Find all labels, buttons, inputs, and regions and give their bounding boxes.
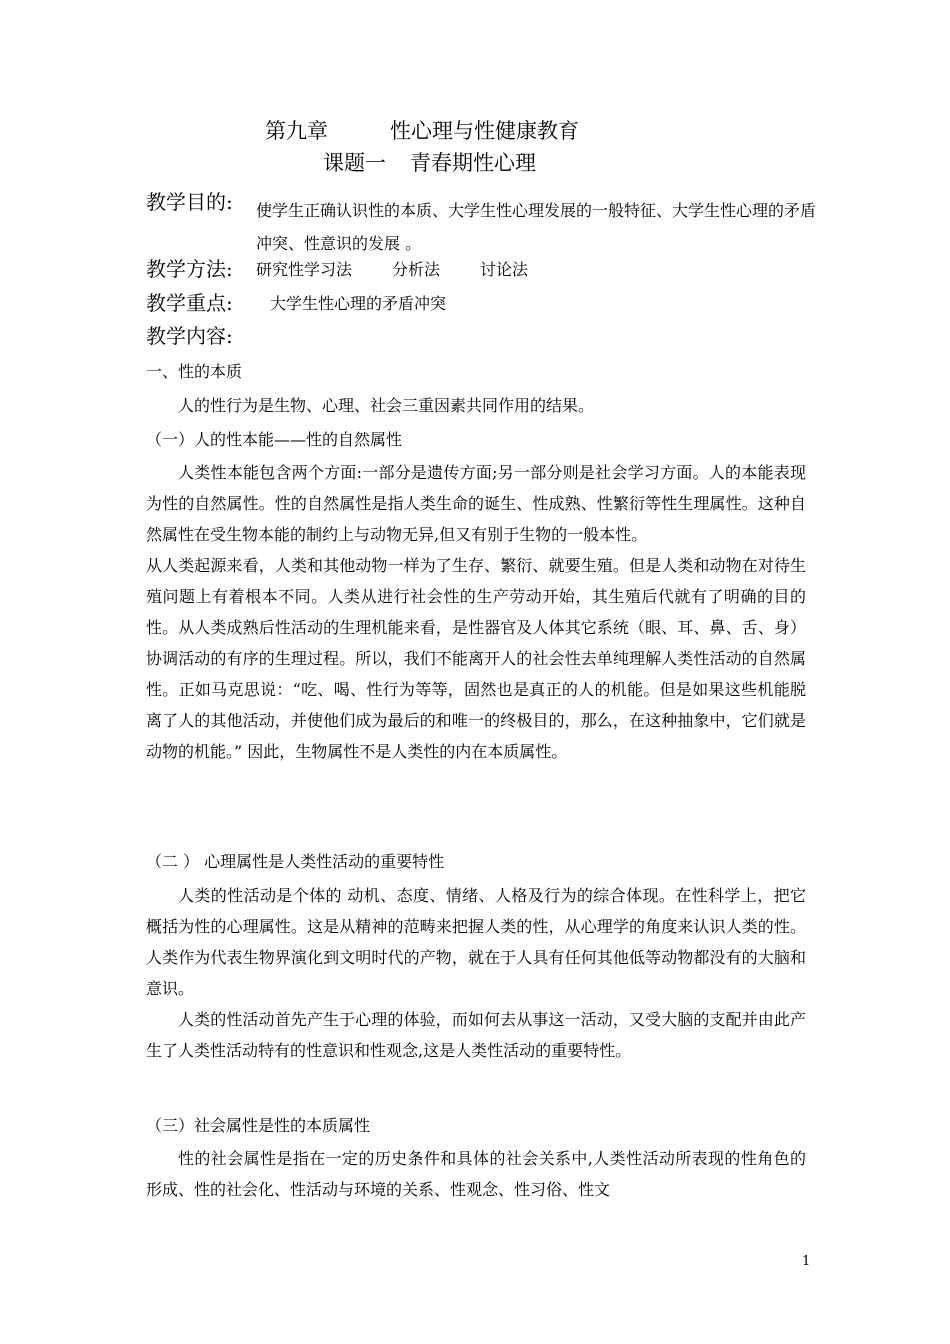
chapter-number: 第九章 (265, 119, 328, 143)
key-label: 教学重点: (146, 291, 233, 315)
paragraph: 人类的性活动是个体的 动机、态度、情绪、人格及行为的综合体现。在性科学上，把它概括为性的心理属性。这是从精神的范畴来把握人类的性，从心理学的角度来认识人类的性。人类作为代表生物界演化到文明时代的产物，就在于人具有任何其他低等动物都没有的大脑和意识。 (146, 886, 806, 998)
section-heading: 一、性的本质 (146, 362, 243, 381)
chapter-title: 性心理与性健康教育 (390, 119, 579, 143)
method-row (146, 257, 529, 281)
method-item: 讨论法 (480, 260, 529, 279)
topic-heading (323, 153, 536, 174)
paragraph: 人类性本能包含两个方面:一部分是遗传方面;另一部分则是社会学习方面。人的本能表现为性的自然属性。性的自然属性是指人类生命的诞生、性成熟、性繁衍等性生理属性。这种自然属性在受生物本能的制约上与动物无异,但又有别于生物的一般本性。 (146, 463, 806, 544)
intro-text: 人的性行为是生物、心理、社会三重因素共同作用的结果。 (178, 396, 595, 415)
paragraph: 从人类起源来看，人类和其他动物一样为了生存、繁衍、就要生殖。但是人类和动物在对待生殖问题上有着根本不同。人类从进行社会性的生产劳动开始，其生殖后代就有了明确的目的性。从人类成熟后性活动的生理机能来看，是性器官及人体其它系统（眼、耳、鼻、舌、身）协调活动的有序的生理过程。所以，我们不能离开人的社会性去单纯理解人类性活动的自然属性。正如马克思说：“吃、喝、性行为等等，固然也是真正的人的机能。但是如果这些机能脱离了人的其他活动，并使他们成为最后的和唯一的终极目的，那么，在这种抽象中，它们就是动物的机能。” 因此，生物属性不是人类性的内在本质属性。 (146, 556, 806, 761)
subsection-heading: （二 ） 心理属性是人类性活动的重要特性 (146, 852, 445, 871)
key-row (146, 291, 447, 315)
body-block-3 (146, 1143, 806, 1205)
page-number: 1 (802, 1254, 811, 1269)
method-item: 研究性学习法 (256, 260, 353, 279)
subsection-heading: （三）社会属性是性的本质属性 (146, 1116, 371, 1135)
topic-number: 课题一 (323, 151, 386, 175)
method-list (256, 262, 568, 278)
goal-label: 教学目的: (146, 190, 233, 214)
key-text: 大学生性心理的矛盾冲突 (270, 294, 447, 313)
body-block-1 (146, 457, 806, 767)
subsection-heading: （一）人的性本能——性的自然属性 (146, 430, 403, 449)
chapter-heading (265, 121, 579, 142)
paragraph: 性的社会属性是指在一定的历史条件和具体的社会关系中,人类性活动所表现的性角色的形成、性的社会化、性活动与环境的关系、性观念、性习俗、性文 (146, 1149, 806, 1199)
topic-title: 青春期性心理 (410, 151, 536, 175)
paragraph: 人类的性活动首先产生于心理的体验，而如何去从事这一活动，又受大脑的支配并由此产生了人类性活动特有的性意识和性观念,这是人类性活动的重要特性。 (146, 1010, 806, 1060)
body-block-2 (146, 880, 806, 1066)
goal-text: 使学生正确认识性的本质、大学生性心理发展的一般特征、大学生性心理的矛盾冲突、性意识的发展 。 (256, 201, 817, 253)
method-label: 教学方法: (146, 257, 233, 281)
method-item: 分析法 (392, 260, 441, 279)
content-label: 教学内容: (146, 324, 233, 348)
